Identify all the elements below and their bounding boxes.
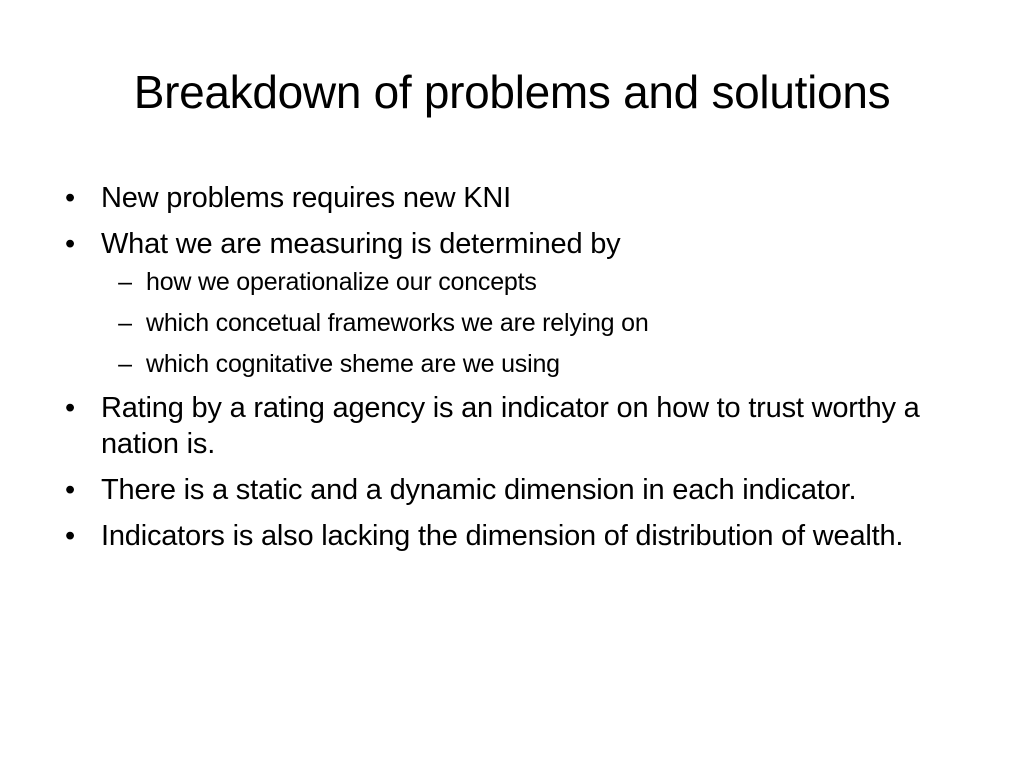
bullet-item: [60, 472, 960, 508]
bullet-text: New problems requires new KNI: [101, 182, 512, 214]
bullet-text: Rating by a rating agency is an indicator on how to trust worthy a nation is.: [101, 392, 920, 460]
bullet-text: There is a static and a dynamic dimension in each indicator.: [101, 474, 857, 506]
bullet-dot-icon: •: [65, 228, 75, 260]
bullet-item: [60, 518, 960, 554]
bullet-text: Indicators is also lacking the dimension of distribution of wealth.: [101, 520, 904, 552]
bullet-dot-icon: •: [65, 520, 75, 552]
bullet-item: [60, 180, 960, 216]
dash-icon: –: [118, 268, 132, 296]
sub-bullet-item: [101, 348, 960, 380]
sub-bullet-text: which concetual frameworks we are relying on: [146, 309, 649, 337]
sub-bullet-list: [101, 266, 960, 380]
bullet-text: What we are measuring is determined by: [101, 228, 621, 260]
bullet-dot-icon: •: [65, 392, 75, 424]
bullet-dot-icon: •: [65, 474, 75, 506]
bullet-dot-icon: •: [65, 182, 75, 214]
slide-title: Breakdown of problems and solutions: [133, 66, 891, 118]
sub-bullet-text: which cognitative sheme are we using: [146, 350, 560, 378]
sub-bullet-item: [101, 307, 960, 339]
dash-icon: –: [118, 309, 132, 337]
dash-icon: –: [118, 350, 132, 378]
bullet-item: [60, 390, 960, 462]
bullet-list: [60, 180, 960, 564]
bullet-item: [60, 226, 960, 380]
sub-bullet-text: how we operationalize our concepts: [146, 268, 537, 296]
sub-bullet-item: [101, 266, 960, 298]
